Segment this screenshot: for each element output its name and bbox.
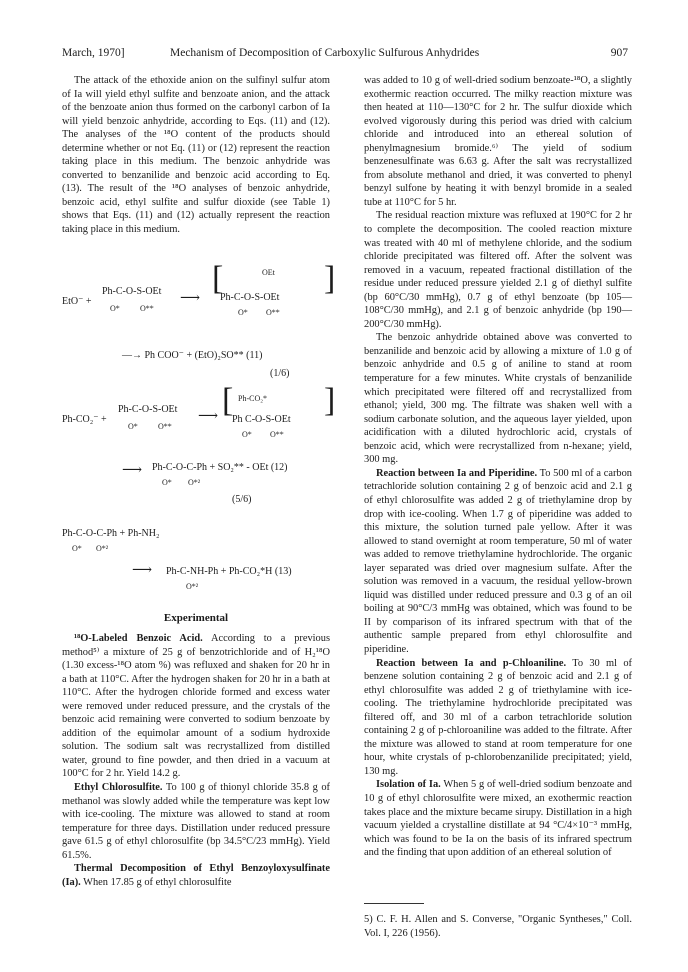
para2-heading: Ethyl Chlorosulfite.: [74, 782, 163, 794]
equation-13-scheme: [62, 528, 338, 591]
right-cont-paragraph: was added to 10 g of well-dried sodium benzoate-¹⁸O, a slightly exothermic reaction occurred. The milky reaction mixture was then heated at 110—130°C for 2 hr. The sulfur dioxide which evolved vigorously during this period was dried with calcium chloride and introduced into an ethereal solution of phenylmagnesium bromide.⁶⁾ The yield of sodium benzenesulfinate was 6.63 g. After the salt was recrystallized from absolute methanol and dried, it was converted to phenyl benzyl sulfone by heating it with benzyl bromide in a sealed tube at 110°C for 5 hr.: [364, 75, 632, 208]
eq11-int-o2: O**: [266, 308, 280, 317]
eq13-arrow: ⟶: [132, 563, 153, 578]
eq11-arrow: ⟶: [180, 291, 201, 306]
para-ethyl-chlorosulfite: [62, 781, 330, 862]
eq12-ratio-label: (5/6): [232, 494, 252, 505]
eq11-bracket-close: ]: [324, 260, 336, 297]
section-heading-experimental: Experimental: [163, 612, 229, 624]
right-anhydride-paragraph: The benzoic anhydride obtained above was converted to benzanilide and benzoic acid by allowing a mixture of 1.0 g of benzoic anhydride and 0.5 g of aniline to stand at room temperature for a few minutes. White crystals of benzanilide which precipitated were filtered off and recrystallized from ethanol; yield, 300 mg. The filtrate was shaken well with a sodium carbonate solution, and the aqueous layer yielded, upon acidification with a diluted hydrochloric acid, crystals of benzoic acid, which were recrystallized from n-hexane; yield, 300 mg.: [364, 332, 632, 466]
eq12-reactant-o2: O**: [158, 422, 172, 431]
para3-heading: Thermal Decomposition of Ethyl Benzoyloxysulfinate (Ia).: [62, 863, 330, 888]
eq12-int-o1: O*: [242, 430, 252, 439]
eq12-intermediate: Ph C-O-S-OEt: [232, 414, 291, 425]
para6-body: When 5 g of well-dried sodium benzoate and 10 g of ethyl chlorosulfite were mixed, an exothermic reaction takes place and the mixture became sirupy. Distillation in a high vacuum yielded a crystalline distillate at 94 °C/4×10⁻³ mmHg, which was found to be Ia on the basis of its infrared spectrum and the finding that upon addition of an ethereal solution of: [364, 779, 632, 859]
left-column-text: [62, 74, 330, 237]
para1-body: According to a previous method⁵⁾ a mixture of 25 g of benzotrichloride and of H₂¹⁸O (1.30 excess-¹⁸O atom %) was refluxed and shaken for 20 hr in a bath at 110°C. After the hydrogen shaken for 20 hr in a bath at 110°C. After the hydrogen chloride formed and excess water were removed under reduced pressure, and the crystals of the benzoic acid remaining were converted to sodium benzoate by addition of the equimolar amount of a sodium hydroxide solution. The sodium salt was recrystallized from distilled water, ground to fine powder, and then dried in a vacuum at 100°C for 2 hr. Yield 14.2 g.: [62, 633, 330, 780]
para-labeled-benzoic-acid: [62, 632, 330, 781]
equation-11-scheme: [62, 260, 338, 379]
header-date: March, 1970]: [62, 47, 125, 59]
para6-heading: Isolation of Ia.: [376, 779, 441, 791]
eq12-arrow: ⟶: [198, 409, 219, 424]
para1-heading: ¹⁸O-Labeled Benzoic Acid.: [74, 633, 203, 644]
eq11-ratio-label: (1/6): [270, 368, 290, 379]
para5-body: To 30 ml of benzene solution containing 2 g of benzoic acid and 2.1 g of ethyl chlorosulfite was added 2 g of triethylamine with ice-cooling. The triethylamine hydrochloride precipitated was filtered off, and 30 ml of a carbon tetrachloride solution containing 2 g of p-chloroaniline was added to the filtrate. After the mixture was allowed to stand at room temperature for one hour, white crystals of p-chlorobenzanilide precipitated; yield, 130 mg.: [364, 657, 632, 777]
eq13-products: Ph-C-NH-Ph + Ph-CO₂*H (13): [166, 566, 292, 577]
right-residual-paragraph: The residual reaction mixture was refluxed at 190°C for 2 hr to complete the decomposition. The cooled reaction mixture was treated with 40 ml of methylene chloride, and the sodium chloride precipitated was filtered off. After the solvent was removed in a vacuum, repeated fractional distillation of the residue under reduced pressure yielded 2.1 g of diethyl sulfite (bp 60°C/30 mmHg), 0.7 g of ethyl benzoate (bp 105—108°C/30 mmHg), and 2.1 g of benzoic anhydride (bp 190—200°C/30 mmHg).: [364, 210, 632, 330]
footnote: 5) C. F. H. Allen and S. Converse, "Organic Syntheses," Coll. Vol. I, 226 (1956).: [364, 914, 632, 939]
eq12-reactant-o1: O*: [128, 422, 138, 431]
eq12-product-o1: O*: [162, 478, 172, 487]
eq11-reactant-o1: O*: [110, 304, 120, 313]
eq12-product: Ph-C-O-C-Ph + SO₂** - OEt (12): [152, 462, 288, 473]
eq13-product-o: O*²: [186, 582, 199, 591]
eq13-reactant-o1: O*: [72, 544, 82, 553]
eq11-intermediate: Ph-C-O-S-OEt: [220, 292, 280, 303]
para5-heading: Reaction between Ia and p-Chloaniline.: [376, 657, 567, 669]
running-header: [62, 47, 628, 61]
eq12-int-top: Ph-CO₂*: [238, 394, 268, 403]
para3-body: When 17.85 g of ethyl chlorosulfite: [80, 876, 232, 888]
eq12-int-o2: O**: [270, 430, 284, 439]
left-column-experimental: [62, 632, 330, 889]
eq12-bracket-open: [: [222, 382, 234, 419]
eq12-reactant-left: Ph-CO₂⁻ +: [62, 414, 107, 425]
eq11-int-top: OEt: [262, 268, 275, 277]
footnote-rule: [364, 903, 424, 904]
eq12-reactant: Ph-C-O-S-OEt: [118, 404, 178, 415]
eq13-reactant-o2: O*²: [96, 544, 109, 553]
eq12-bracket-close: ]: [324, 382, 336, 419]
para2-body: To 100 g of thionyl chloride 35.8 g of methanol was slowly added while the temperature was kept low with ice-cooling. The mixture was allowed to stand at room temperature for three days. Distillation under reduced pressure gave 61.5 g of ethyl chlorosulfite (bp 34.5°C/23 mmHg). Yield 61.5%.: [62, 782, 331, 861]
eq13-reactant: Ph-C-O-C-Ph + Ph-NH₂: [62, 528, 160, 539]
eq11-bracket-open: [: [212, 260, 224, 297]
para-piperidine: [364, 467, 632, 657]
para4-heading: Reaction between Ia and Piperidine.: [376, 467, 538, 479]
eq11-reactant-left: EtO⁻ +: [62, 296, 92, 307]
eq11-products: —→ Ph COO⁻ + (EtO)₂SO** (11): [122, 350, 263, 361]
eq12-arrow-2: ⟶: [122, 463, 143, 478]
eq11-reactant: Ph-C-O-S-OEt: [102, 286, 162, 297]
page-number: 907: [610, 47, 628, 59]
para-isolation: [364, 778, 632, 859]
eq12-product-o2: O*²: [188, 478, 201, 487]
para-thermal-decomposition: [62, 862, 330, 889]
header-title: Mechanism of Decomposition of Carboxylic Sulfurous Anhydrides: [170, 47, 480, 59]
para-chloaniline: [364, 657, 632, 779]
right-column-text: [364, 74, 632, 860]
equation-12-scheme: [62, 382, 338, 505]
intro-paragraph: The attack of the ethoxide anion on the sulfinyl sulfur atom of Ia will yield ethyl sulfite and benzoate anion, and the attack of the benzoate anion thus formed on the carbonyl carbon of Ia will yield benzoic anhydride, according to Eqs. (11) and (12). The analyses of the ¹⁸O content of the products should determine whether or not Eq. (11) or (12) represent the reaction taking place in this medium. The benzoic anhydride was converted to benzanilide and benzoic acid according to Eq. (13). The result of the ¹⁸O analyses of benzoic anhydride, benzoic acid, ethyl sulfite and sulfur dioxide (see Table 1) shows that Eqs. (11) and (12) actually represent the reaction taking place in this medium.: [62, 75, 330, 236]
eq11-reactant-o2: O**: [140, 304, 154, 313]
eq11-int-o1: O*: [238, 308, 248, 317]
para4-body: To 500 ml of a carbon tetrachloride solution containing 2 g of benzoic acid and 2.1 g of ethyl chlorosulfite was added 2 g of triethylamine drop by drop with ice-cooling. When 1.7 g of piperidine was added to this mixture, the solution turned pale yellow. After it was allowed to stand overnight at room temperature, 50 ml of water was added to remove triethylamine hydrochloride. The organic layer separated was dried over magnesium sulfate. After the solution was removed in a vacuum, the residual yellow-brown liquid was distilled under reduced pressure and 0.3 g of an oil boiling at 90°C/3 mmHg was obtained, which was found to be II by comparison of its infrared spectrum with that of the authentic sample prepared from ethyl chlorosulfite and piperidine.: [364, 467, 633, 655]
